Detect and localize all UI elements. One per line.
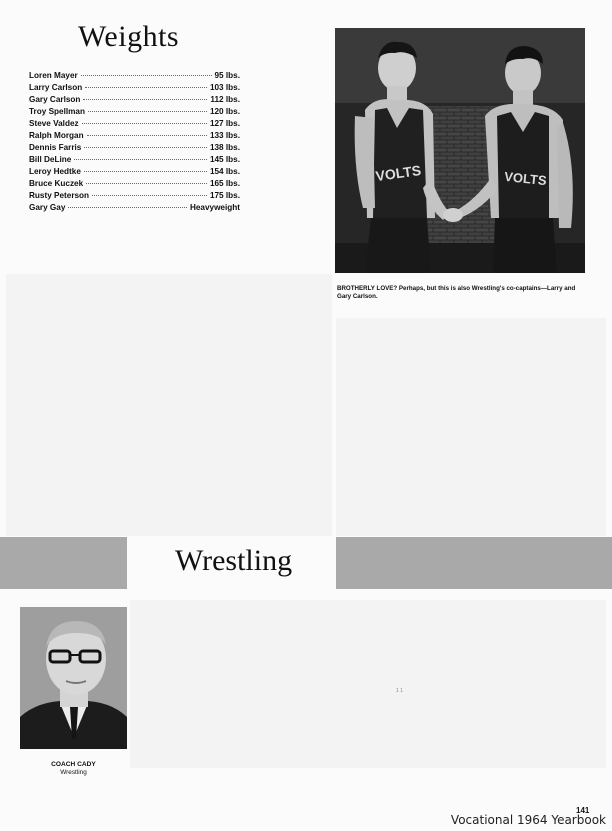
- faint-panel-left: [6, 274, 332, 536]
- photo-caption: BROTHERLY LOVE? Perhaps, but this is also Wrestling's co-captains—Larry and Gary Carlson.: [337, 285, 576, 300]
- weight-class: 120 lbs.: [209, 107, 240, 116]
- weight-class: 133 lbs.: [209, 131, 240, 140]
- roster-row: [29, 130, 240, 142]
- wrestler-name: Dennis Farris: [29, 143, 82, 152]
- leader-dots: [86, 183, 207, 184]
- roster-row: [29, 178, 240, 190]
- leader-dots: [74, 159, 207, 160]
- co-captains-photo: [335, 28, 585, 273]
- roster-row: [29, 190, 240, 202]
- gray-band-left: [0, 537, 127, 589]
- leader-dots: [84, 171, 207, 172]
- leader-dots: [85, 87, 207, 88]
- leader-dots: [92, 195, 207, 196]
- coach-portrait-image: [20, 607, 127, 749]
- wrestler-name: Loren Mayer: [29, 71, 78, 80]
- wrestler-name: Gary Carlson: [29, 95, 81, 104]
- roster-row: [29, 166, 240, 178]
- roster-row: [29, 142, 240, 154]
- leader-dots: [88, 111, 207, 112]
- weight-class: 95 lbs.: [214, 71, 240, 80]
- weight-class: 127 lbs.: [209, 119, 240, 128]
- footer-label: Vocational 1964 Yearbook: [450, 813, 606, 827]
- leader-dots: [82, 123, 207, 124]
- leader-dots: [81, 75, 212, 76]
- weight-class: 165 lbs.: [209, 179, 240, 188]
- weights-roster: [29, 70, 240, 214]
- weight-class: 145 lbs.: [209, 155, 240, 164]
- page-number: 141: [576, 806, 590, 815]
- stray-mark: 1 1: [396, 688, 403, 694]
- roster-row: [29, 94, 240, 106]
- weights-title: Weights: [78, 20, 180, 53]
- coach-portrait: [20, 607, 127, 749]
- roster-row: [29, 154, 240, 166]
- coach-name: COACH CADY: [51, 761, 96, 768]
- wrestler-name: Troy Spellman: [29, 107, 85, 116]
- gray-band-right: [336, 537, 612, 589]
- roster-row: [29, 82, 240, 94]
- weight-class: 103 lbs.: [209, 83, 240, 92]
- weight-class: Heavyweight: [189, 203, 240, 212]
- wrestler-name: Rusty Peterson: [29, 191, 90, 200]
- roster-row: [29, 70, 240, 82]
- wrestler-name: Leroy Hedtke: [29, 167, 81, 176]
- wrestler-name: Larry Carlson: [29, 83, 83, 92]
- roster-row: [29, 118, 240, 130]
- svg-text:VOLTS: VOLTS: [503, 168, 548, 189]
- leader-dots: [83, 99, 207, 100]
- wrestler-name: Gary Gay: [29, 203, 66, 212]
- wrestler-name: Steve Valdez: [29, 119, 79, 128]
- faint-panel-bottom: [130, 600, 606, 768]
- wrestlers-handshake-image: [335, 28, 585, 273]
- wrestler-name: Bruce Kuczek: [29, 179, 84, 188]
- wrestler-name: Ralph Morgan: [29, 131, 84, 140]
- weight-class: 138 lbs.: [209, 143, 240, 152]
- leader-dots: [68, 207, 187, 208]
- svg-text:VOLTS: VOLTS: [374, 161, 423, 185]
- wrestler-name: Bill DeLine: [29, 155, 72, 164]
- weight-class: 175 lbs.: [209, 191, 240, 200]
- faint-panel-right: [336, 318, 606, 536]
- roster-row: [29, 106, 240, 118]
- roster-row: [29, 202, 240, 214]
- weight-class: 112 lbs.: [210, 95, 240, 104]
- leader-dots: [84, 147, 207, 148]
- wrestling-title: Wrestling: [175, 544, 293, 577]
- coach-role: Wrestling: [60, 769, 87, 776]
- weight-class: 154 lbs.: [209, 167, 240, 176]
- leader-dots: [87, 135, 207, 136]
